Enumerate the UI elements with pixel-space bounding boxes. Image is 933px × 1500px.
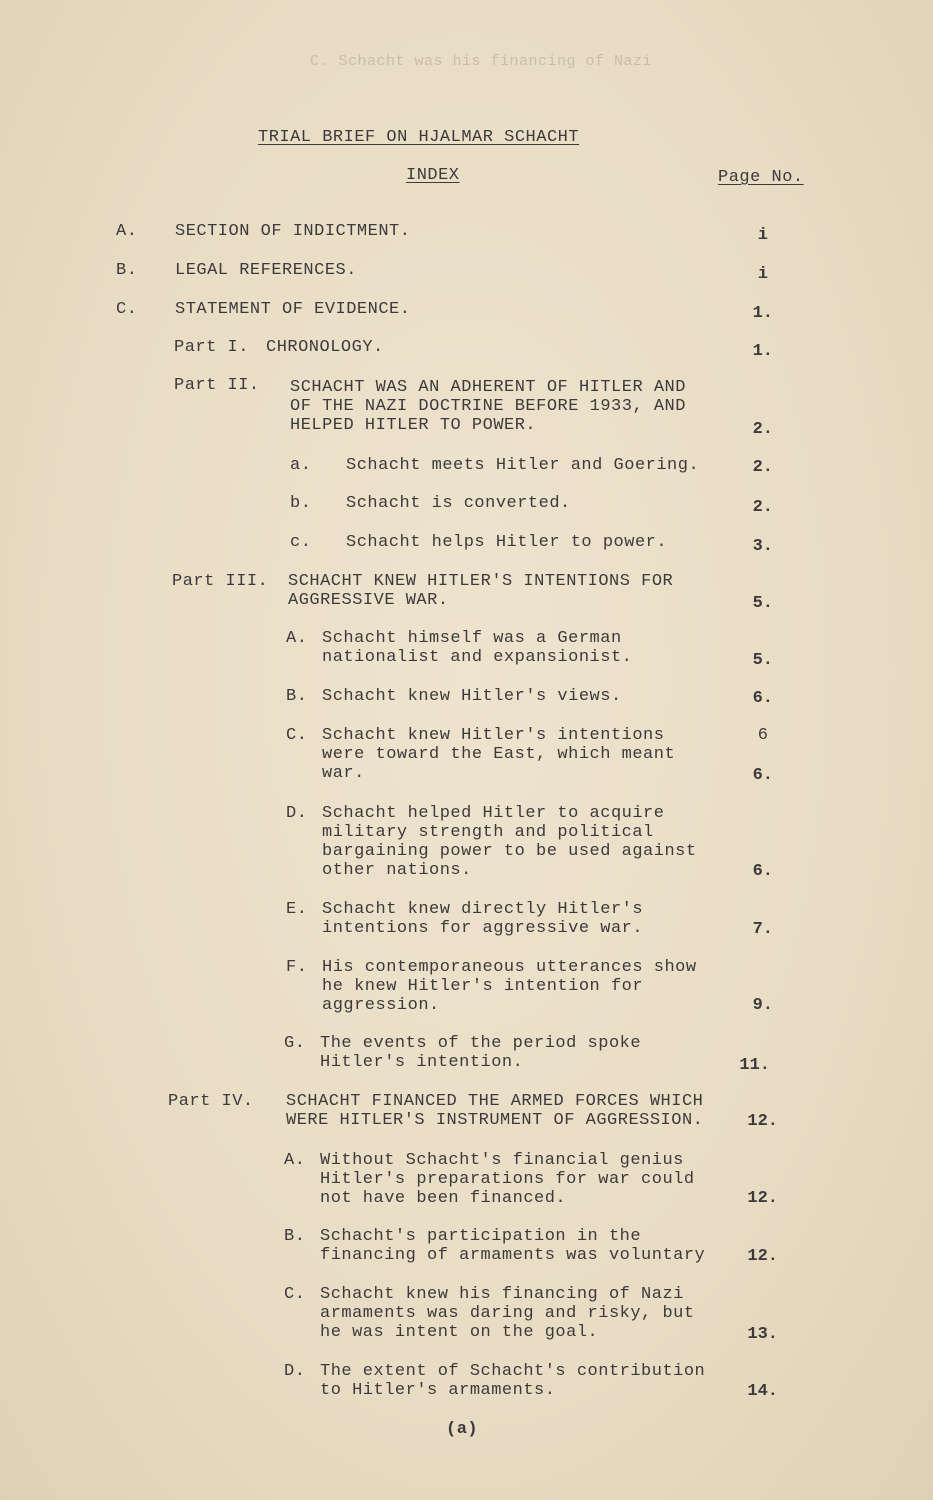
entry-label: b. [290, 494, 312, 513]
entry-label: C. [116, 300, 138, 319]
entry-page: 3. [752, 537, 773, 556]
entry-page: 12. [747, 1247, 778, 1266]
entry-page: 9. [752, 996, 773, 1015]
entry-label: B. [286, 687, 308, 706]
entry-text: SCHACHT KNEW HITLER'S INTENTIONS FOR AGGRESSIVE WAR. [288, 572, 674, 610]
page-number-heading: Page No. [718, 168, 804, 187]
entry-label: G. [284, 1034, 306, 1053]
entry-page: 5. [752, 651, 773, 670]
entry-page: 12. [747, 1189, 778, 1208]
entry-text: Without Schacht's financial genius Hitler's preparations for war could not have been financed. [320, 1151, 695, 1208]
entry-label: D. [286, 804, 308, 823]
entry-page: i [757, 226, 768, 245]
entry-label: B. [284, 1227, 306, 1246]
page-footer: (a) [446, 1420, 479, 1439]
entry-label: C. [284, 1285, 306, 1304]
entry-text: Schacht knew Hitler's views. [322, 687, 622, 706]
entry-page: 2. [752, 420, 773, 439]
entry-text: LEGAL REFERENCES. [175, 261, 357, 280]
entry-page: i [757, 265, 768, 284]
entry-label: A. [284, 1151, 306, 1170]
entry-text: Schacht himself was a German nationalist and expansionist. [322, 629, 633, 667]
entry-label: a. [290, 456, 312, 475]
entry-label: D. [284, 1362, 306, 1381]
entry-label: A. [116, 222, 138, 241]
entry-text: Schacht's participation in the financing of armaments was voluntary [320, 1227, 706, 1265]
entry-text: STATEMENT OF EVIDENCE. [175, 300, 411, 319]
entry-label: E. [286, 900, 308, 919]
entry-text: The events of the period spoke Hitler's intention. [320, 1034, 642, 1072]
entry-page-secondary: 6. [752, 766, 773, 785]
entry-text: CHRONOLOGY. [266, 338, 384, 357]
entry-label: Part IV. [168, 1092, 254, 1111]
entry-page: 11. [739, 1056, 770, 1075]
entry-text: Schacht meets Hitler and Goering. [346, 456, 700, 475]
entry-label: Part II. [174, 376, 260, 395]
entry-label: Part III. [172, 572, 269, 591]
entry-page: 13. [747, 1325, 778, 1344]
entry-page: 1. [752, 304, 773, 323]
bleed-through-text: C. Schacht was his financing of Nazi [310, 53, 653, 70]
document-title: TRIAL BRIEF ON HJALMAR SCHACHT [258, 128, 580, 147]
entry-text: His contemporaneous utterances show he knew Hitler's intention for aggression. [322, 958, 697, 1015]
entry-text: Schacht is converted. [346, 494, 571, 513]
entry-text: SCHACHT WAS AN ADHERENT OF HITLER AND OF THE NAZI DOCTRINE BEFORE 1933, AND HELPED HITLER TO POWER. [290, 378, 686, 435]
entry-text: Schacht helps Hitler to power. [346, 533, 668, 552]
entry-page: 2. [752, 498, 773, 517]
entry-page: 14. [747, 1382, 778, 1401]
entry-text: Schacht knew directly Hitler's intentions for aggressive war. [322, 900, 644, 938]
entry-text: SECTION OF INDICTMENT. [175, 222, 411, 241]
entry-label: B. [116, 261, 138, 280]
entry-text: Schacht knew his financing of Nazi armaments was daring and risky, but he was intent on the goal. [320, 1285, 695, 1342]
entry-page: 12. [747, 1112, 778, 1131]
entry-text: Schacht knew Hitler's intentions were toward the East, which meant war. [322, 726, 676, 783]
entry-page: 5. [752, 594, 773, 613]
entry-page: 1. [752, 342, 773, 361]
entry-label: c. [290, 533, 312, 552]
entry-page: 6 [757, 726, 768, 745]
entry-label: Part I. [174, 338, 249, 357]
entry-page: 6. [752, 862, 773, 881]
entry-text: The extent of Schacht's contribution to Hitler's armaments. [320, 1362, 706, 1400]
index-heading: INDEX [406, 166, 460, 185]
entry-text: SCHACHT FINANCED THE ARMED FORCES WHICH WERE HITLER'S INSTRUMENT OF AGGRESSION. [286, 1092, 704, 1130]
entry-label: C. [286, 726, 308, 745]
entry-page: 2. [752, 458, 773, 477]
entry-text: Schacht helped Hitler to acquire military strength and political bargaining power to be used against other nations. [322, 804, 697, 880]
entry-label: F. [286, 958, 308, 977]
entry-label: A. [286, 629, 308, 648]
entry-page: 6. [752, 689, 773, 708]
entry-page: 7. [752, 920, 773, 939]
